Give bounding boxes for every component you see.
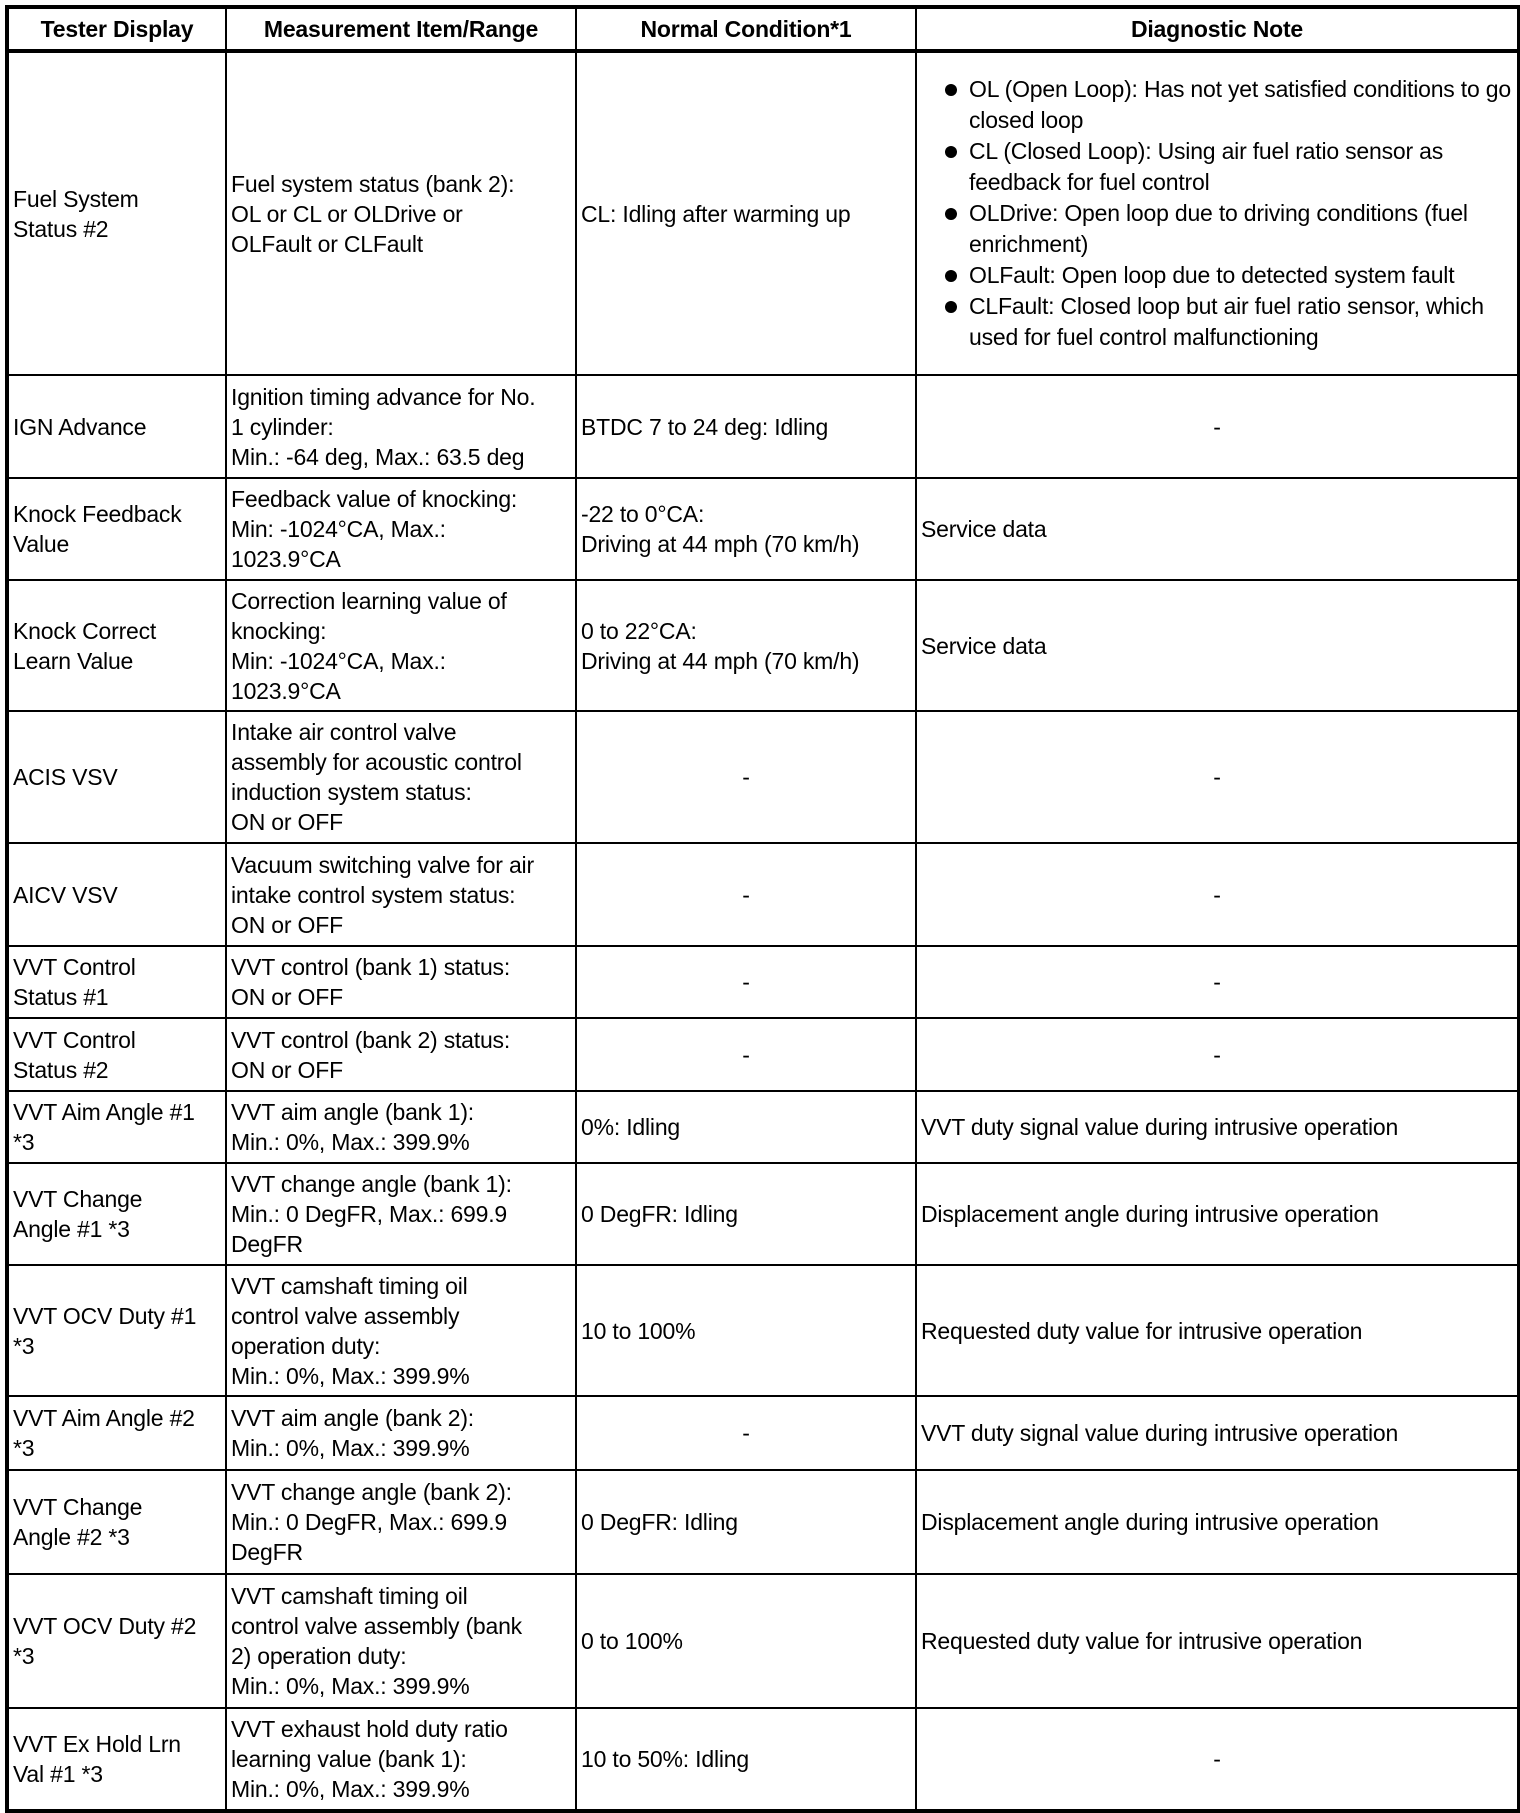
measurement-cell: VVT exhaust hold duty ratio learning value (bank 1): Min.: 0%, Max.: 399.9% — [226, 1708, 576, 1811]
bullet-icon — [945, 84, 957, 96]
diagnostic-note-cell: - — [916, 1018, 1519, 1091]
table-row — [7, 1470, 1519, 1574]
list-item — [921, 136, 1513, 198]
normal-condition-cell: - — [576, 711, 916, 843]
normal-condition-cell: - — [576, 1018, 916, 1091]
table-row — [7, 1091, 1519, 1163]
note-text: OL (Open Loop): Has not yet satisfied conditions to go closed loop — [969, 76, 1511, 133]
table-row — [7, 843, 1519, 946]
tester-display-cell: VVT Control Status #1 — [7, 946, 226, 1018]
tester-display-cell: VVT OCV Duty #1 *3 — [7, 1265, 226, 1396]
list-item — [921, 74, 1513, 136]
tester-display-cell: VVT Change Angle #2 *3 — [7, 1470, 226, 1574]
header-measurement-item: Measurement Item/Range — [226, 7, 576, 51]
measurement-cell: Vacuum switching valve for air intake control system status: ON or OFF — [226, 843, 576, 946]
normal-condition-cell: -22 to 0°CA: Driving at 44 mph (70 km/h) — [576, 478, 916, 580]
diagnostic-note-cell: VVT duty signal value during intrusive operation — [916, 1396, 1519, 1470]
note-text: OLDrive: Open loop due to driving conditions (fuel enrichment) — [969, 200, 1468, 257]
normal-condition-cell: - — [576, 843, 916, 946]
measurement-cell: Correction learning value of knocking: Min: -1024°CA, Max.: 1023.9°CA — [226, 580, 576, 711]
tester-display-cell: VVT Aim Angle #1 *3 — [7, 1091, 226, 1163]
diagnostic-note-cell: - — [916, 711, 1519, 843]
table-row — [7, 375, 1519, 478]
normal-condition-cell: 0 DegFR: Idling — [576, 1470, 916, 1574]
diagnostic-note-cell: - — [916, 843, 1519, 946]
tester-display-cell: AICV VSV — [7, 843, 226, 946]
diagnostic-note-cell: VVT duty signal value during intrusive operation — [916, 1091, 1519, 1163]
tester-display-cell: VVT Aim Angle #2 *3 — [7, 1396, 226, 1470]
table-row — [7, 51, 1519, 375]
measurement-cell: VVT control (bank 1) status: ON or OFF — [226, 946, 576, 1018]
tester-display-cell: Knock Feedback Value — [7, 478, 226, 580]
normal-condition-cell: - — [576, 1396, 916, 1470]
bullet-icon — [945, 208, 957, 220]
header-row — [7, 7, 1519, 51]
diagnostic-note-cell — [916, 51, 1519, 375]
table-row — [7, 1018, 1519, 1091]
bullet-icon — [945, 270, 957, 282]
data-list-table — [5, 5, 1520, 1813]
tester-display-cell: VVT Change Angle #1 *3 — [7, 1163, 226, 1265]
diagnostic-note-cell: - — [916, 375, 1519, 478]
tester-display-cell: IGN Advance — [7, 375, 226, 478]
measurement-cell: Fuel system status (bank 2): OL or CL or OLDrive or OLFault or CLFault — [226, 51, 576, 375]
measurement-cell: VVT camshaft timing oil control valve assembly operation duty: Min.: 0%, Max.: 399.9% — [226, 1265, 576, 1396]
header-normal-condition: Normal Condition*1 — [576, 7, 916, 51]
measurement-cell: VVT aim angle (bank 2): Min.: 0%, Max.: 399.9% — [226, 1396, 576, 1470]
table-row — [7, 1396, 1519, 1470]
tester-display-cell: Knock Correct Learn Value — [7, 580, 226, 711]
measurement-cell: Feedback value of knocking: Min: -1024°CA, Max.: 1023.9°CA — [226, 478, 576, 580]
header-diagnostic-note: Diagnostic Note — [916, 7, 1519, 51]
diagnostic-note-cell: Displacement angle during intrusive operation — [916, 1470, 1519, 1574]
diagnostic-note-cell: Requested duty value for intrusive operation — [916, 1574, 1519, 1708]
normal-condition-cell: 0 to 100% — [576, 1574, 916, 1708]
diagnostic-note-cell: Service data — [916, 580, 1519, 711]
table-row — [7, 478, 1519, 580]
normal-condition-cell: 10 to 50%: Idling — [576, 1708, 916, 1811]
normal-condition-cell: 0%: Idling — [576, 1091, 916, 1163]
measurement-cell: VVT change angle (bank 1): Min.: 0 DegFR, Max.: 699.9 DegFR — [226, 1163, 576, 1265]
tester-display-cell: VVT Ex Hold Lrn Val #1 *3 — [7, 1708, 226, 1811]
bullet-icon — [945, 301, 957, 313]
normal-condition-cell: 0 to 22°CA: Driving at 44 mph (70 km/h) — [576, 580, 916, 711]
normal-condition-cell: CL: Idling after warming up — [576, 51, 916, 375]
diagnostic-note-cell: Displacement angle during intrusive operation — [916, 1163, 1519, 1265]
tester-display-cell: ACIS VSV — [7, 711, 226, 843]
table-row — [7, 1574, 1519, 1708]
table-row — [7, 711, 1519, 843]
normal-condition-cell: - — [576, 946, 916, 1018]
measurement-cell: Ignition timing advance for No. 1 cylinder: Min.: -64 deg, Max.: 63.5 deg — [226, 375, 576, 478]
measurement-cell: VVT control (bank 2) status: ON or OFF — [226, 1018, 576, 1091]
note-text: OLFault: Open loop due to detected system fault — [969, 262, 1455, 288]
table-row — [7, 1265, 1519, 1396]
measurement-cell: Intake air control valve assembly for acoustic control induction system status: ON or OFF — [226, 711, 576, 843]
note-text: CL (Closed Loop): Using air fuel ratio sensor as feedback for fuel control — [969, 138, 1444, 195]
bullet-icon — [945, 146, 957, 158]
tester-display-cell: VVT OCV Duty #2 *3 — [7, 1574, 226, 1708]
measurement-cell: VVT aim angle (bank 1): Min.: 0%, Max.: 399.9% — [226, 1091, 576, 1163]
list-item — [921, 291, 1513, 353]
table-row — [7, 580, 1519, 711]
table-row — [7, 1708, 1519, 1811]
measurement-cell: VVT camshaft timing oil control valve assembly (bank 2) operation duty: Min.: 0%, Max.: 399.9% — [226, 1574, 576, 1708]
diagnostic-note-cell: - — [916, 946, 1519, 1018]
list-item — [921, 198, 1513, 260]
table-row — [7, 1163, 1519, 1265]
table-row — [7, 946, 1519, 1018]
normal-condition-cell: 10 to 100% — [576, 1265, 916, 1396]
tester-display-cell: Fuel System Status #2 — [7, 51, 226, 375]
diagnostic-note-cell: Requested duty value for intrusive operation — [916, 1265, 1519, 1396]
list-item — [921, 260, 1513, 291]
note-text: CLFault: Closed loop but air fuel ratio sensor, which used for fuel control malfunctioning — [969, 293, 1484, 350]
diagnostic-note-list — [921, 70, 1513, 357]
diagnostic-note-cell: - — [916, 1708, 1519, 1811]
measurement-cell: VVT change angle (bank 2): Min.: 0 DegFR, Max.: 699.9 DegFR — [226, 1470, 576, 1574]
header-tester-display: Tester Display — [7, 7, 226, 51]
tester-display-cell: VVT Control Status #2 — [7, 1018, 226, 1091]
diagnostic-note-cell: Service data — [916, 478, 1519, 580]
normal-condition-cell: BTDC 7 to 24 deg: Idling — [576, 375, 916, 478]
normal-condition-cell: 0 DegFR: Idling — [576, 1163, 916, 1265]
